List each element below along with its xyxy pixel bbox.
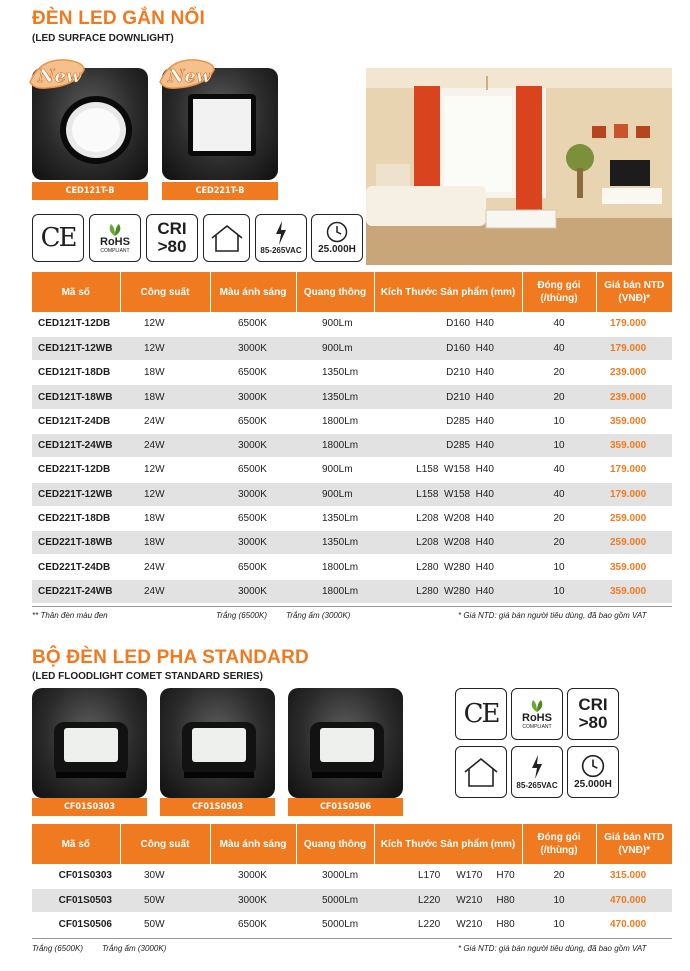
- cell-color: 6500K: [210, 409, 296, 433]
- table-row: [32, 531, 672, 555]
- product-code-label: CED221T-B: [162, 182, 278, 200]
- cell-power: 18W: [120, 361, 210, 385]
- cell-lumen: 1350Lm: [296, 531, 374, 555]
- leaf-icon: [105, 223, 125, 237]
- cell-lumen: 1350Lm: [296, 506, 374, 530]
- cell-packing: 20: [522, 361, 596, 385]
- cri-value: >80: [578, 713, 608, 732]
- cell-dimensions: D285 H40: [374, 409, 522, 433]
- product-photo-floodlight: [160, 688, 275, 798]
- new-badge-icon: [26, 52, 88, 94]
- cell-packing: 10: [522, 433, 596, 457]
- cell-code: CED121T-12WB: [32, 336, 120, 360]
- note-price-vat: * Giá NTD: giá bán người tiêu dùng, đã bao gồm VAT: [458, 611, 647, 620]
- cell-power: 12W: [120, 312, 210, 336]
- col-header-lumen: Quang thông: [296, 824, 374, 864]
- table-row: [32, 579, 672, 603]
- table-row: [32, 458, 672, 482]
- cell-power: 12W: [120, 482, 210, 506]
- product-code-label: CF01S0506: [288, 798, 403, 816]
- cri-value: >80: [157, 237, 187, 256]
- cell-code: CED121T-24DB: [32, 409, 120, 433]
- col-header-lumen: Quang thông: [296, 272, 374, 312]
- cell-packing: 20: [522, 864, 596, 888]
- voltage-text: 85-265VAC: [260, 246, 302, 255]
- section1-subtitle: (LED SURFACE DOWNLIGHT): [32, 33, 174, 44]
- cell-color: 3000K: [210, 482, 296, 506]
- cell-dimensions: L220 W210 H80: [374, 913, 522, 937]
- cell-price: 239.000: [596, 385, 672, 409]
- cell-color: 6500K: [210, 913, 296, 937]
- cell-packing: 40: [522, 336, 596, 360]
- cell-price: 179.000: [596, 312, 672, 336]
- product-code-label: CF01S0503: [160, 798, 275, 816]
- table-header-row: [32, 824, 672, 864]
- cell-power: 24W: [120, 433, 210, 457]
- cell-code: CED221T-12DB: [32, 458, 120, 482]
- product-card-cf01s0303[interactable]: [32, 688, 147, 816]
- cri-label: CRI: [578, 695, 608, 714]
- cell-code: CED221T-24WB: [32, 579, 120, 603]
- cell-dimensions: D160 H40: [374, 312, 522, 336]
- ce-certification-icon: [455, 688, 507, 740]
- lifetime-clock-icon: [311, 214, 363, 262]
- cri-icon: [146, 214, 198, 262]
- cell-power: 12W: [120, 458, 210, 482]
- new-badge-icon: [156, 52, 218, 94]
- product-photo-floodlight: [32, 688, 147, 798]
- cell-color: 3000K: [210, 336, 296, 360]
- cell-color: 3000K: [210, 888, 296, 912]
- note-price-vat: * Giá NTD: giá bán người tiêu dùng, đã bao gồm VAT: [458, 944, 647, 953]
- cell-lumen: 1800Lm: [296, 433, 374, 457]
- cell-power: 24W: [120, 555, 210, 579]
- note-white-6500k: Trắng (6500K): [32, 944, 83, 953]
- product-code-label: CF01S0303: [32, 798, 147, 816]
- rohs-compliant-icon: [89, 214, 141, 262]
- cell-dimensions: D210 H40: [374, 385, 522, 409]
- cell-lumen: 5000Lm: [296, 888, 374, 912]
- cell-power: 18W: [120, 506, 210, 530]
- cell-packing: 20: [522, 506, 596, 530]
- table-row: [32, 506, 672, 530]
- product-card-cf01s0503[interactable]: [160, 688, 275, 816]
- table-row: [32, 482, 672, 506]
- cell-dimensions: L208 W208 H40: [374, 506, 522, 530]
- cell-packing: 10: [522, 888, 596, 912]
- cell-color: 3000K: [210, 579, 296, 603]
- col-header-packing: Đóng gói (/thùng): [522, 272, 596, 312]
- table-row: [32, 913, 672, 937]
- cell-power: 50W: [120, 913, 210, 937]
- section2-title: BỘ ĐÈN LED PHA STANDARD: [32, 647, 309, 668]
- col-header-code: Mã số: [32, 824, 120, 864]
- section1-title: ĐÈN LED GẮN NỔI: [32, 8, 205, 29]
- table-row: [32, 312, 672, 336]
- cell-color: 3000K: [210, 864, 296, 888]
- cell-lumen: 1350Lm: [296, 385, 374, 409]
- cell-color: 3000K: [210, 385, 296, 409]
- cri-icon: [567, 688, 619, 740]
- table-divider: [32, 938, 672, 939]
- col-header-color: Màu ánh sáng: [210, 272, 296, 312]
- col-header-price: Giá bán NTD (VNĐ)*: [596, 824, 672, 864]
- living-room-photo: [366, 68, 672, 265]
- ce-mark: CE: [40, 223, 76, 253]
- cell-code: CED221T-18WB: [32, 531, 120, 555]
- cell-price: 359.000: [596, 555, 672, 579]
- table-divider: [32, 606, 672, 607]
- product-photo-floodlight: [288, 688, 403, 798]
- cell-lumen: 900Lm: [296, 336, 374, 360]
- cell-packing: 40: [522, 482, 596, 506]
- floodlight-price-table: [32, 824, 672, 937]
- downlight-price-table: [32, 272, 672, 604]
- cell-packing: 10: [522, 555, 596, 579]
- section2-subtitle: (LED FLOODLIGHT COMET STANDARD SERIES): [32, 671, 263, 682]
- cell-code: CED121T-18WB: [32, 385, 120, 409]
- col-header-color: Màu ánh sáng: [210, 824, 296, 864]
- cell-color: 3000K: [210, 531, 296, 555]
- cell-color: 6500K: [210, 361, 296, 385]
- note-white-6500k: Trắng (6500K): [216, 611, 267, 620]
- col-header-price: Giá bán NTD (VNĐ)*: [596, 272, 672, 312]
- lifetime-text: 25.000H: [318, 244, 356, 255]
- col-header-dimensions: Kích Thước Sản phẩm (mm): [374, 824, 522, 864]
- indoor-house-icon: [455, 746, 507, 798]
- cell-dimensions: L158 W158 H40: [374, 482, 522, 506]
- cri-label: CRI: [157, 219, 187, 238]
- cell-power: 24W: [120, 409, 210, 433]
- rohs-text: RoHS: [522, 711, 552, 724]
- cell-code: CED221T-12WB: [32, 482, 120, 506]
- cell-price: 359.000: [596, 409, 672, 433]
- cell-lumen: 1800Lm: [296, 555, 374, 579]
- col-header-dimensions: Kích Thước Sản phẩm (mm): [374, 272, 522, 312]
- new-badge-text: New: [38, 66, 82, 87]
- cell-code: CED221T-18DB: [32, 506, 120, 530]
- table-header-row: [32, 272, 672, 312]
- cell-price: 359.000: [596, 579, 672, 603]
- cell-dimensions: D160 H40: [374, 336, 522, 360]
- rohs-sub-text: COMPLIANT: [522, 723, 552, 730]
- cell-lumen: 900Lm: [296, 312, 374, 336]
- cell-price: 359.000: [596, 433, 672, 457]
- table-row: [32, 433, 672, 457]
- cell-lumen: 900Lm: [296, 482, 374, 506]
- cell-power: 18W: [120, 385, 210, 409]
- indoor-house-icon: [203, 214, 250, 262]
- cell-lumen: 1800Lm: [296, 579, 374, 603]
- cell-code: CED121T-24WB: [32, 433, 120, 457]
- cell-dimensions: D285 H40: [374, 433, 522, 457]
- note-warm-3000k: Trắng ấm (3000K): [286, 611, 351, 620]
- cell-price: 239.000: [596, 361, 672, 385]
- voltage-lightning-icon: [511, 746, 563, 798]
- cell-packing: 10: [522, 913, 596, 937]
- cell-dimensions: L158 W158 H40: [374, 458, 522, 482]
- cell-code: CF01S0503: [32, 888, 120, 912]
- cell-packing: 10: [522, 579, 596, 603]
- table-row: [32, 385, 672, 409]
- cell-code: CED121T-18DB: [32, 361, 120, 385]
- cell-code: CED221T-24DB: [32, 555, 120, 579]
- cell-price: 179.000: [596, 458, 672, 482]
- cell-packing: 10: [522, 409, 596, 433]
- table-row: [32, 555, 672, 579]
- cell-dimensions: D210 H40: [374, 361, 522, 385]
- cell-power: 30W: [120, 864, 210, 888]
- table-row: [32, 864, 672, 888]
- cell-price: 179.000: [596, 336, 672, 360]
- table-row: [32, 336, 672, 360]
- ce-mark: CE: [463, 699, 499, 729]
- cell-price: 259.000: [596, 506, 672, 530]
- cell-color: 6500K: [210, 555, 296, 579]
- voltage-lightning-icon: [255, 214, 307, 262]
- ce-certification-icon: [32, 214, 84, 262]
- cell-lumen: 1350Lm: [296, 361, 374, 385]
- cell-color: 6500K: [210, 458, 296, 482]
- new-badge-text: New: [168, 66, 212, 87]
- product-code-label: CED121T-B: [32, 182, 148, 200]
- cell-dimensions: L220 W210 H80: [374, 888, 522, 912]
- cell-packing: 20: [522, 385, 596, 409]
- cell-power: 50W: [120, 888, 210, 912]
- cell-code: CF01S0303: [32, 864, 120, 888]
- rohs-text: RoHS: [100, 235, 130, 248]
- cell-power: 18W: [120, 531, 210, 555]
- col-header-packing: Đóng gói (/thùng): [522, 824, 596, 864]
- cell-power: 24W: [120, 579, 210, 603]
- leaf-icon: [527, 699, 547, 713]
- cell-power: 12W: [120, 336, 210, 360]
- cell-code: CED121T-12DB: [32, 312, 120, 336]
- col-header-code: Mã số: [32, 272, 120, 312]
- cell-lumen: 3000Lm: [296, 864, 374, 888]
- cell-price: 470.000: [596, 888, 672, 912]
- col-header-power: Công suất: [120, 824, 210, 864]
- table-row: [32, 409, 672, 433]
- note-warm-3000k: Trắng ấm (3000K): [102, 944, 167, 953]
- lifetime-text: 25.000H: [574, 779, 612, 790]
- cell-lumen: 900Lm: [296, 458, 374, 482]
- cell-packing: 20: [522, 531, 596, 555]
- rohs-compliant-icon: [511, 688, 563, 740]
- table-row: [32, 888, 672, 912]
- col-header-power: Công suất: [120, 272, 210, 312]
- cell-dimensions: L170 W170 H70: [374, 864, 522, 888]
- cell-price: 470.000: [596, 913, 672, 937]
- cell-price: 179.000: [596, 482, 672, 506]
- cell-price: 315.000: [596, 864, 672, 888]
- cell-dimensions: L208 W208 H40: [374, 531, 522, 555]
- cell-lumen: 5000Lm: [296, 913, 374, 937]
- cell-dimensions: L280 W280 H40: [374, 579, 522, 603]
- table-row: [32, 361, 672, 385]
- cell-packing: 40: [522, 458, 596, 482]
- cell-packing: 40: [522, 312, 596, 336]
- cell-dimensions: L280 W280 H40: [374, 555, 522, 579]
- cell-color: 6500K: [210, 506, 296, 530]
- cell-lumen: 1800Lm: [296, 409, 374, 433]
- cell-price: 259.000: [596, 531, 672, 555]
- rohs-sub-text: COMPLIANT: [100, 247, 130, 254]
- cell-color: 3000K: [210, 433, 296, 457]
- cell-code: CF01S0506: [32, 913, 120, 937]
- product-card-cf01s0506[interactable]: [288, 688, 403, 816]
- note-body-color: ** Thân đèn màu đen: [32, 611, 108, 620]
- lifetime-clock-icon: [567, 746, 619, 798]
- voltage-text: 85-265VAC: [516, 781, 558, 790]
- cell-color: 6500K: [210, 312, 296, 336]
